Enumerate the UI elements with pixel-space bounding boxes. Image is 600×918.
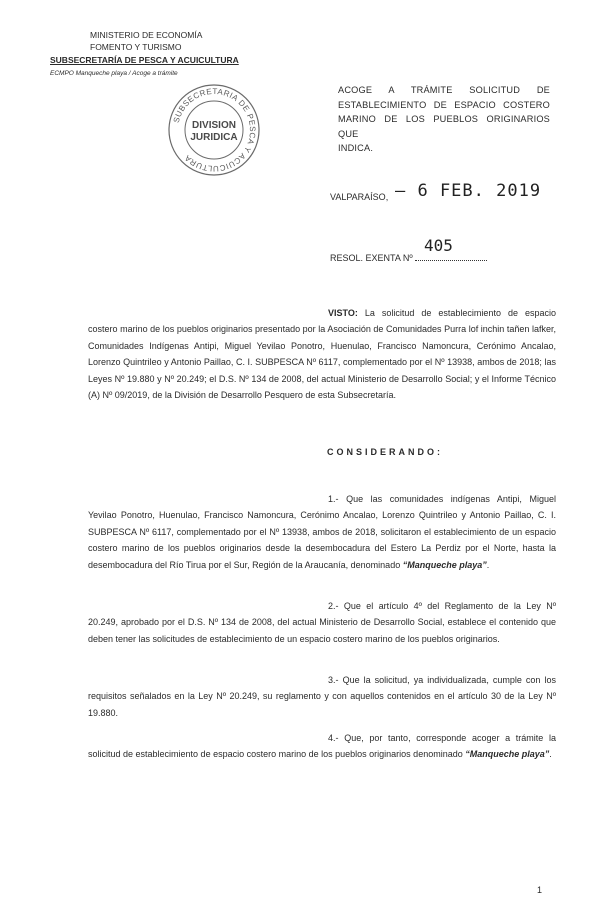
visto-paragraph [88,305,556,403]
considerando-item-2 [88,598,556,647]
visto-text: La solicitud de establecimiento de espacio costero marino de los pueblos originarios presentado por la Asociación de Comunidades Purra lof inchin tañen lafker, Comunidades Indígenas Antipi, Miguel Yevilao Ponotro, Huenulao, Francisco Namoncura, Cerónimo Ancalao, Lorenzo Quintrileo y Antonio Paillao, C. I. SUBPESCA Nº 6117, complementado por el Nº 13938, ambos de 2018; las Leyes Nº 19.880 y Nº 20.249; el D.S. Nº 134 de 2008, del actual Ministerio de Desarrollo Social; y el Informe Técnico (A) Nº 09/2019, de la División de Desarrollo Pesquero de esta Subsecretaría. [88,308,556,401]
resolution-number: 405 [424,236,453,255]
subject-line: ACOGE A TRÁMITE SOLICITUD DE [338,85,550,95]
considerando-text-end: . [486,559,490,570]
subject-line: INDICA. [338,143,374,153]
visto-label: VISTO: [328,308,358,318]
considerando-number: 2.- [328,601,339,611]
place-label: VALPARAÍSO, [330,192,389,202]
stamp-center-line2: JURIDICA [190,132,238,143]
considerando-item-3 [88,672,556,721]
subject-line: ESTABLECIMIENTO DE ESPACIO COSTERO [338,99,550,110]
header-ministry: MINISTERIO DE ECONOMÍA [90,30,203,40]
considerando-number: 3.- [328,675,339,685]
resolution-subject [338,83,550,156]
division-juridica-stamp [166,82,262,178]
header-reference: ECMPO Manqueche playa / Acoge a trámite [50,70,178,77]
date-stamp: – 6 FEB. 2019 [395,181,542,201]
considerando-emphasis: “Manqueche playa” [402,559,487,570]
resolution-label: RESOL. EXENTA Nº [330,253,413,263]
considerando-item-4 [88,730,556,763]
considerando-text-end: . [549,749,552,760]
considerando-text: Que las comunidades indígenas Antipi, Miguel Yevilao Ponotro, Huenulao, Francisco Namoncura, Cerónimo Ancalao, Lorenzo Quintrileo y Antonio Paillao, C. I. SUBPESCA Nº 6117, complementado por el Nº 13938, ambos de 2018, solicitaron el establecimiento de un espacio costero marino de los pueblos originarios desde la desembocadura del Estero La Perdiz por el Norte, hasta la desembocadura del Río Tirua por el Sur, Región de la Araucanía, denominado [88,494,556,570]
considerando-emphasis: “Manqueche playa” [465,749,550,760]
considerando-text: Que la solicitud, ya individualizada, cumple con los requisitos señalados en la Ley Nº 20.249, su reglamento y con aquellos contenidos en el artículo 30 de la Ley Nº 19.880. [88,675,556,718]
stamp-center-line1: DIVISION [192,120,236,131]
subject-line: MARINO DE LOS PUEBLOS ORIGINARIOS QUE [338,114,550,139]
header-ministry-sub: FOMENTO Y TURISMO [90,42,182,52]
page-number: 1 [537,885,543,895]
considerando-number: 1.- [328,494,339,504]
considerando-item-1 [88,491,556,573]
considerando-heading: CONSIDERANDO: [327,447,444,457]
resolution-label-line [330,252,487,263]
header-subsecretaria: SUBSECRETARÍA DE PESCA Y ACUICULTURA [50,55,239,65]
stamp-ring-text: SUBSECRETARIA DE PESCA Y ACUICULTURA [171,86,258,174]
considerando-number: 4.- [328,733,339,743]
considerando-text: Que el artículo 4º del Reglamento de la Ley Nº 20.249, aprobado por el D.S. Nº 134 de 2008, del actual Ministerio de Desarrollo Social, establece el contenido que deben tener las solicitudes de establecimiento de un espacio costero marino de los pueblos originarios. [88,601,556,644]
considerando-text: Que, por tanto, corresponde acoger a trámite la solicitud de establecimiento de espacio costero marino de los pueblos originarios denominado [88,733,556,760]
